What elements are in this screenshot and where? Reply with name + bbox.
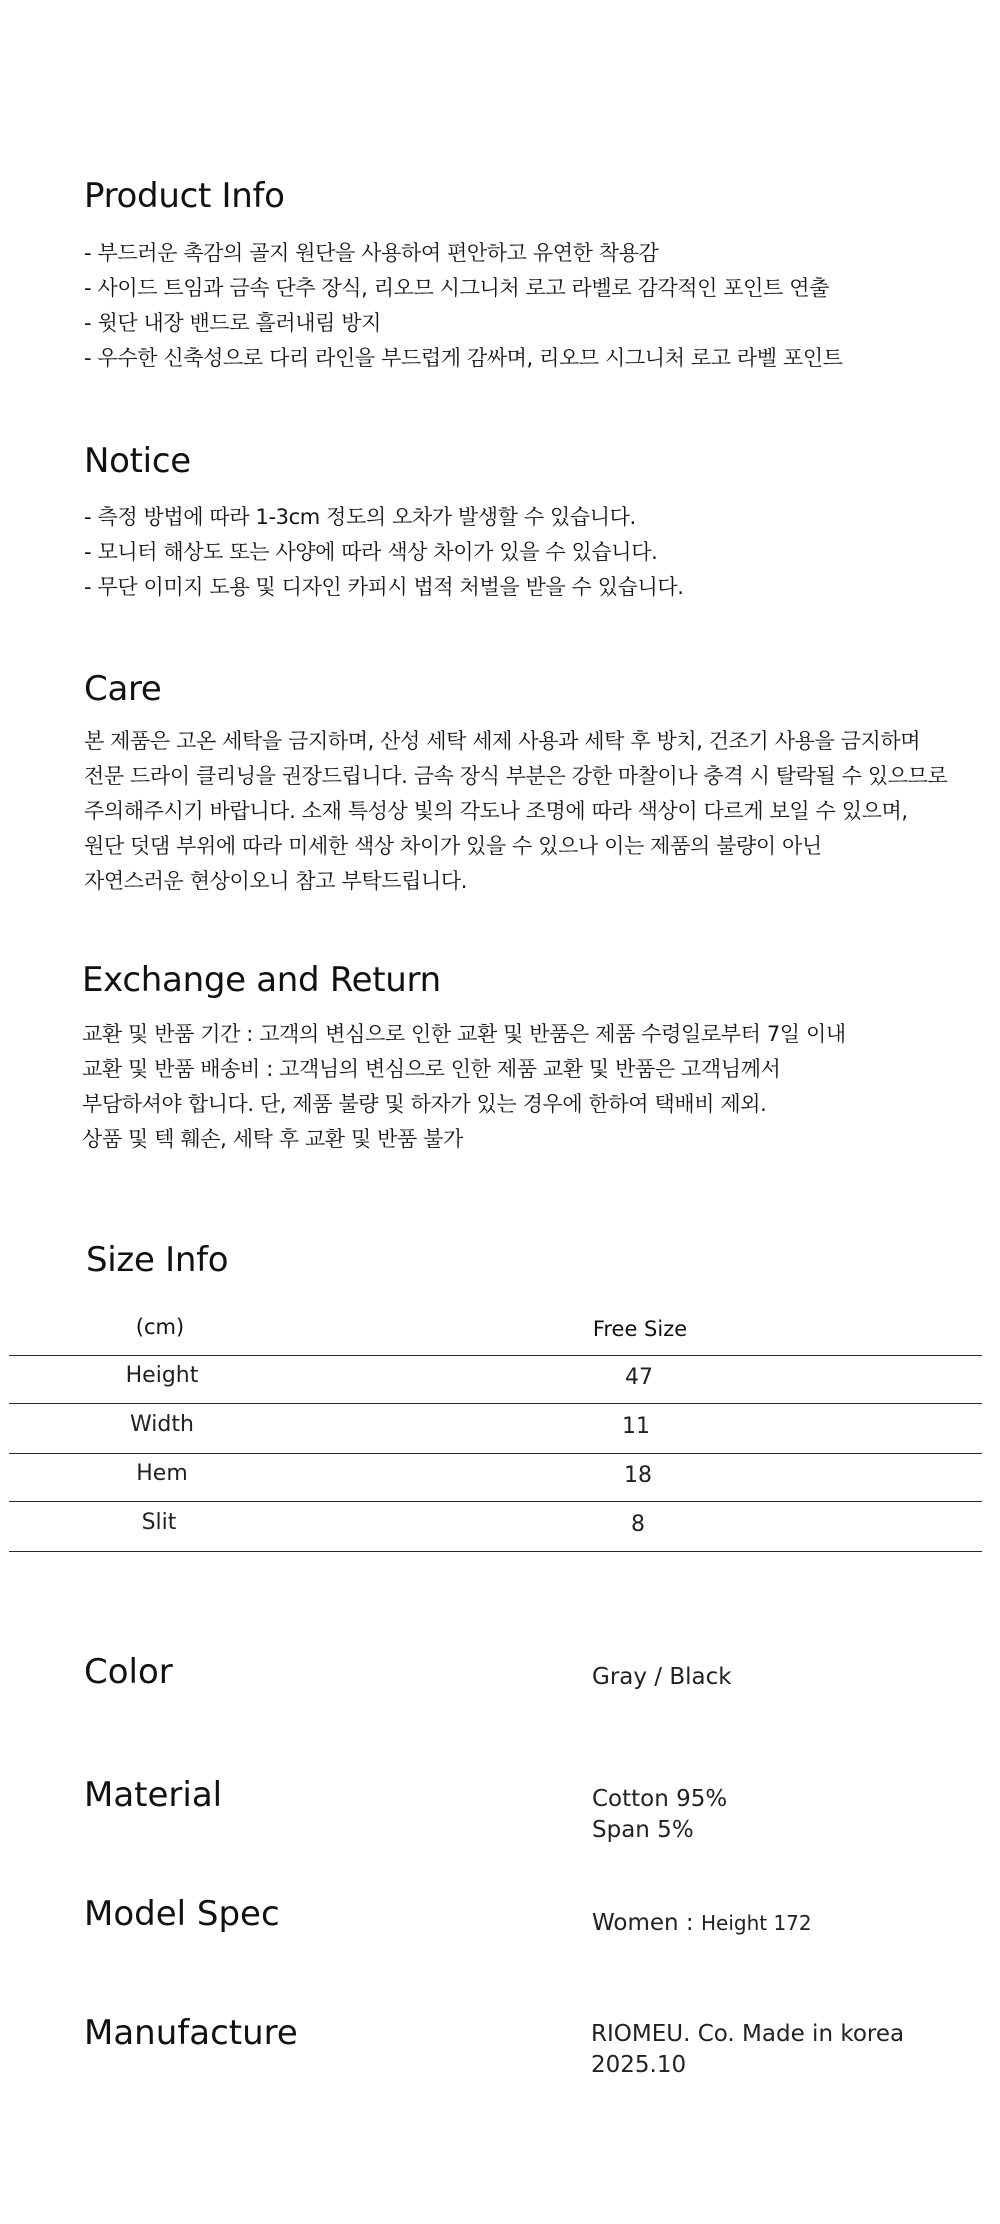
row-label: Width — [130, 1412, 194, 1437]
list-item: - 사이드 트임과 금속 단추 장식, 리오므 시그니처 로고 라벨로 감각적인 포인트 연출 — [84, 276, 829, 300]
notice-title: Notice — [84, 441, 191, 481]
care-line: 전문 드라이 클리닝을 권장드립니다. 금속 장식 부분은 강한 마찰이나 충격 시 탈락될 수 있으므로 — [84, 764, 948, 788]
model-gender: Women : — [592, 1910, 701, 1936]
care-line: 원단 덧댐 부위에 따라 미세한 색상 차이가 있을 수 있으나 이는 제품의 불량이 아닌 — [84, 834, 822, 858]
row-label: Hem — [136, 1461, 188, 1486]
model-spec-value — [592, 1908, 812, 1939]
list-item: - 무단 이미지 도용 및 디자인 카피시 법적 처벌을 받을 수 있습니다. — [84, 575, 684, 599]
table-divider — [9, 1453, 982, 1454]
list-item: - 윗단 내장 밴드로 흘러내림 방지 — [84, 311, 382, 335]
list-item: - 부드러운 촉감의 골지 원단을 사용하여 편안하고 유연한 착용감 — [84, 241, 659, 265]
material-line: Span 5% — [592, 1817, 694, 1843]
free-size-header: Free Size — [592, 1317, 688, 1341]
row-label: Slit — [141, 1510, 177, 1535]
size-info-title: Size Info — [86, 1240, 229, 1280]
product-info-title: Product Info — [84, 176, 285, 216]
care-line: 주의해주시기 바랍니다. 소재 특성상 빛의 각도나 조명에 따라 색상이 다르게 보일 수 있으며, — [84, 799, 908, 823]
material-value — [592, 1784, 727, 1846]
table-divider — [9, 1403, 982, 1404]
material-label: Material — [84, 1775, 223, 1815]
manufacture-date: 2025.10 — [591, 2052, 687, 2078]
care-line: 본 제품은 고온 세탁을 금지하며, 산성 세탁 세제 사용과 세탁 후 방치, 건조기 사용을 금지하며 — [84, 729, 921, 753]
product-info-list — [84, 236, 843, 376]
list-item: - 모니터 해상도 또는 사양에 따라 색상 차이가 있을 수 있습니다. — [84, 540, 658, 564]
model-height: Height 172 — [700, 1911, 812, 1935]
color-value: Gray / Black — [592, 1664, 732, 1690]
care-title: Care — [84, 669, 162, 709]
color-label: Color — [84, 1652, 173, 1692]
exchange-line: 교환 및 반품 기간 : 고객의 변심으로 인한 교환 및 반품은 제품 수령일로부터 7일 이내 — [82, 1022, 846, 1046]
manufacture-label: Manufacture — [84, 2013, 298, 2053]
unit-header: (cm) — [135, 1315, 185, 1339]
model-spec-label: Model Spec — [84, 1894, 280, 1934]
exchange-line: 부담하셔야 합니다. 단, 제품 불량 및 하자가 있는 경우에 한하여 택배비 제외. — [82, 1092, 767, 1116]
exchange-title: Exchange and Return — [82, 960, 441, 1000]
table-divider — [9, 1551, 982, 1552]
table-divider — [9, 1501, 982, 1502]
material-line: Cotton 95% — [592, 1786, 728, 1812]
notice-list — [84, 500, 684, 605]
list-item: - 우수한 신축성으로 다리 라인을 부드럽게 감싸며, 리오므 시그니처 로고 라벨 포인트 — [84, 346, 843, 370]
table-divider — [9, 1355, 982, 1356]
exchange-line: 교환 및 반품 배송비 : 고객님의 변심으로 인한 제품 교환 및 반품은 고객님께서 — [82, 1057, 781, 1081]
row-label: Height — [125, 1363, 199, 1388]
row-value: 47 — [625, 1365, 653, 1390]
list-item: - 측정 방법에 따라 1-3cm 정도의 오차가 발생할 수 있습니다. — [84, 505, 636, 529]
manufacture-value — [591, 2019, 904, 2081]
exchange-line: 상품 및 텍 훼손, 세탁 후 교환 및 반품 불가 — [82, 1127, 463, 1151]
care-line: 자연스러운 현상이오니 참고 부탁드립니다. — [84, 869, 468, 893]
row-value: 11 — [622, 1414, 650, 1439]
care-text — [84, 724, 947, 899]
row-value: 18 — [624, 1463, 652, 1488]
exchange-text — [82, 1017, 846, 1157]
row-value: 8 — [631, 1512, 645, 1537]
manufacture-line: RIOMEU. Co. Made in korea — [591, 2021, 905, 2047]
